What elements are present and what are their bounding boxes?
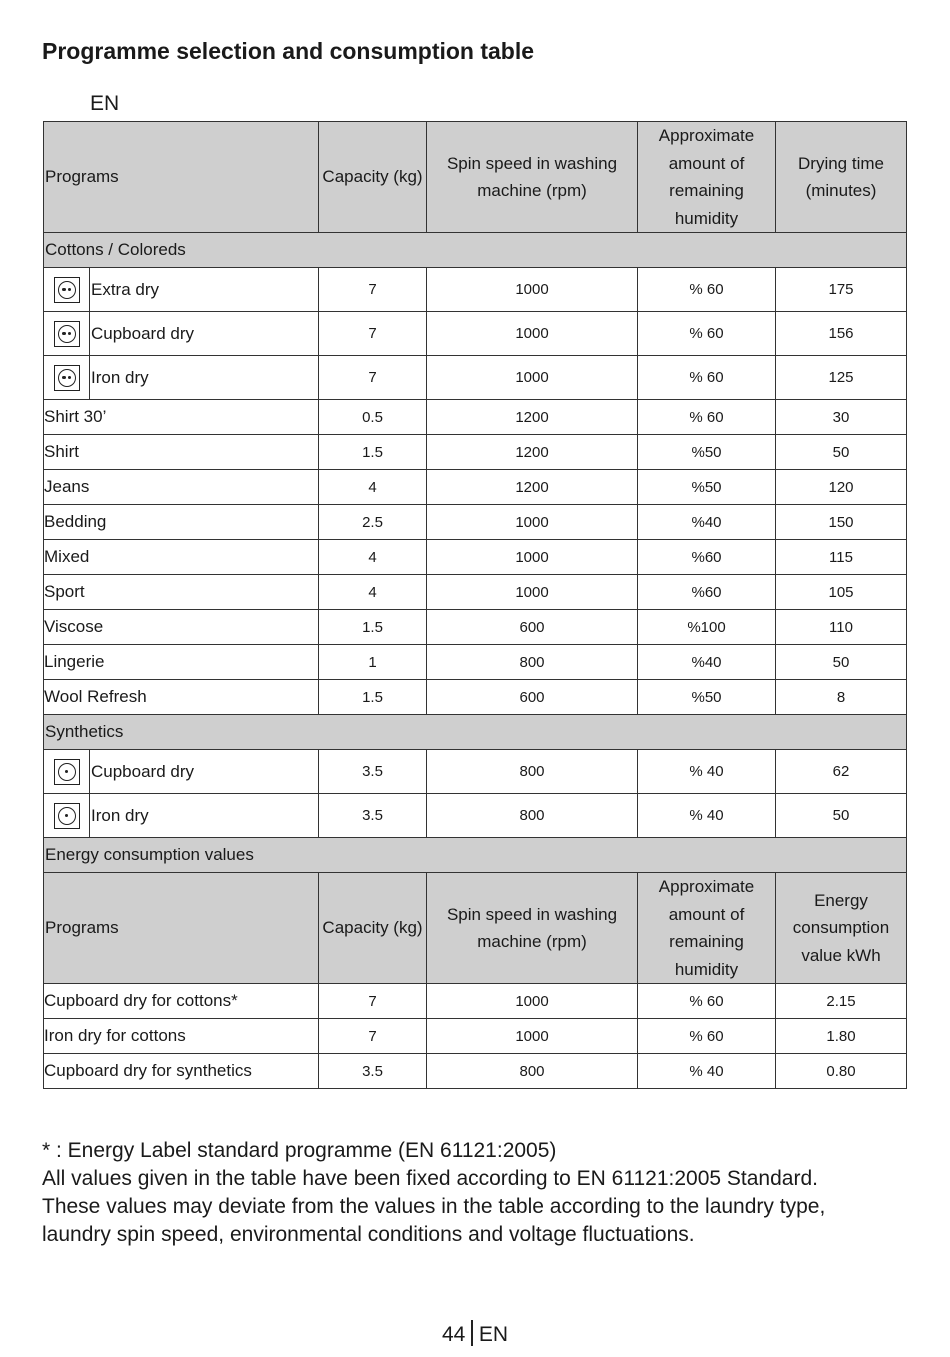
table-header-row — [44, 122, 907, 233]
table-row — [44, 794, 907, 838]
footer-lang: EN — [478, 1323, 509, 1346]
column-header: Programs — [44, 873, 319, 984]
table-row — [44, 356, 907, 400]
humidity-cell: %40 — [638, 645, 776, 680]
table-row — [44, 435, 907, 470]
dry-one-dot-icon — [54, 759, 80, 785]
footer-divider — [471, 1320, 473, 1346]
dry-one-dot-icon — [54, 803, 80, 829]
drying-time-cell: 50 — [776, 794, 907, 838]
spin-speed-cell: 1000 — [427, 1019, 638, 1054]
capacity-cell: 1.5 — [319, 680, 427, 715]
drying-time-cell: 50 — [776, 435, 907, 470]
spin-speed-cell: 1200 — [427, 400, 638, 435]
capacity-cell: 7 — [319, 268, 427, 312]
program-cell: Jeans — [44, 470, 319, 505]
program-cell — [44, 268, 319, 312]
program-cell — [44, 750, 319, 794]
drying-time-cell: 62 — [776, 750, 907, 794]
humidity-cell: %60 — [638, 540, 776, 575]
program-name: Extra dry — [91, 279, 160, 299]
program-cell: Bedding — [44, 505, 319, 540]
column-header: Spin speed in washing machine (rpm) — [427, 873, 638, 984]
table-row — [44, 575, 907, 610]
section-row — [44, 233, 907, 268]
capacity-cell: 7 — [319, 1019, 427, 1054]
program-name: Iron dry — [91, 367, 149, 387]
language-label: EN — [90, 92, 120, 115]
page-title: Programme selection and consumption table — [42, 38, 535, 64]
spin-speed-cell: 1000 — [427, 540, 638, 575]
capacity-cell: 4 — [319, 470, 427, 505]
capacity-cell: 3.5 — [319, 750, 427, 794]
spin-speed-cell: 1000 — [427, 575, 638, 610]
humidity-cell: % 40 — [638, 1054, 776, 1089]
section-label: Energy consumption values — [44, 838, 907, 873]
humidity-cell: % 60 — [638, 356, 776, 400]
program-name: Iron dry — [91, 805, 149, 825]
capacity-cell: 0.5 — [319, 400, 427, 435]
drying-time-cell: 156 — [776, 312, 907, 356]
table-row — [44, 312, 907, 356]
capacity-cell: 7 — [319, 984, 427, 1019]
humidity-cell: % 60 — [638, 312, 776, 356]
drying-time-cell: 115 — [776, 540, 907, 575]
energy-cell: 1.80 — [776, 1019, 907, 1054]
table-header-row — [44, 873, 907, 984]
drying-time-cell: 125 — [776, 356, 907, 400]
humidity-cell: % 40 — [638, 750, 776, 794]
table-row — [44, 1054, 907, 1089]
table-row — [44, 610, 907, 645]
program-cell: Shirt 30’ — [44, 400, 319, 435]
spin-speed-cell: 600 — [427, 610, 638, 645]
humidity-cell: %100 — [638, 610, 776, 645]
drying-time-cell: 150 — [776, 505, 907, 540]
program-name: Cupboard dry — [91, 761, 195, 781]
capacity-cell: 3.5 — [319, 1054, 427, 1089]
footnote-line: laundry spin speed, environmental conditions and voltage fluctuations. — [42, 1223, 695, 1246]
drying-time-cell: 110 — [776, 610, 907, 645]
humidity-cell: %50 — [638, 435, 776, 470]
dry-two-dots-icon — [54, 321, 80, 347]
program-cell: Iron dry for cottons — [44, 1019, 319, 1054]
spin-speed-cell: 600 — [427, 680, 638, 715]
humidity-cell: % 60 — [638, 268, 776, 312]
table-row — [44, 470, 907, 505]
page-number: 44 — [441, 1323, 466, 1346]
table-row — [44, 540, 907, 575]
section-label: Synthetics — [44, 715, 907, 750]
capacity-cell: 1.5 — [319, 435, 427, 470]
consumption-table — [43, 121, 907, 1089]
spin-speed-cell: 1000 — [427, 312, 638, 356]
humidity-cell: %50 — [638, 470, 776, 505]
capacity-cell: 7 — [319, 356, 427, 400]
table-row — [44, 750, 907, 794]
program-cell: Cupboard dry for synthetics — [44, 1054, 319, 1089]
drying-time-cell: 120 — [776, 470, 907, 505]
program-name: Cupboard dry — [91, 323, 195, 343]
footnotes — [42, 1137, 825, 1249]
capacity-cell: 1.5 — [319, 610, 427, 645]
footnote-line: These values may deviate from the values in the table according to the laundry type, — [42, 1195, 826, 1218]
program-cell: Mixed — [44, 540, 319, 575]
program-cell: Cupboard dry for cottons* — [44, 984, 319, 1019]
drying-time-cell: 105 — [776, 575, 907, 610]
drying-time-cell: 175 — [776, 268, 907, 312]
drying-time-cell: 50 — [776, 645, 907, 680]
column-header: Capacity (kg) — [319, 873, 427, 984]
spin-speed-cell: 800 — [427, 750, 638, 794]
column-header: Programs — [44, 122, 319, 233]
humidity-cell: %40 — [638, 505, 776, 540]
program-cell: Shirt — [44, 435, 319, 470]
table-row — [44, 1019, 907, 1054]
capacity-cell: 2.5 — [319, 505, 427, 540]
humidity-cell: % 40 — [638, 794, 776, 838]
program-cell: Lingerie — [44, 645, 319, 680]
humidity-cell: % 60 — [638, 400, 776, 435]
footnote-line: * : Energy Label standard programme (EN 61121:2005) — [42, 1139, 557, 1162]
program-cell: Viscose — [44, 610, 319, 645]
dry-two-dots-icon — [54, 365, 80, 391]
capacity-cell: 1 — [319, 645, 427, 680]
humidity-cell: % 60 — [638, 984, 776, 1019]
section-row — [44, 838, 907, 873]
humidity-cell: %60 — [638, 575, 776, 610]
spin-speed-cell: 1000 — [427, 505, 638, 540]
column-header: Approximate amount of remaining humidity — [638, 873, 776, 984]
capacity-cell: 4 — [319, 575, 427, 610]
spin-speed-cell: 1000 — [427, 268, 638, 312]
spin-speed-cell: 1200 — [427, 470, 638, 505]
capacity-cell: 7 — [319, 312, 427, 356]
energy-cell: 2.15 — [776, 984, 907, 1019]
spin-speed-cell: 1000 — [427, 984, 638, 1019]
column-header: Spin speed in washing machine (rpm) — [427, 122, 638, 233]
column-header: Approximate amount of remaining humidity — [638, 122, 776, 233]
table-row — [44, 400, 907, 435]
spin-speed-cell: 1000 — [427, 356, 638, 400]
program-cell: Wool Refresh — [44, 680, 319, 715]
spin-speed-cell: 800 — [427, 645, 638, 680]
table-row — [44, 645, 907, 680]
program-cell: Sport — [44, 575, 319, 610]
capacity-cell: 3.5 — [319, 794, 427, 838]
energy-cell: 0.80 — [776, 1054, 907, 1089]
spin-speed-cell: 1200 — [427, 435, 638, 470]
footnote-line: All values given in the table have been fixed according to EN 61121:2005 Standard. — [42, 1167, 818, 1190]
table-row — [44, 680, 907, 715]
spin-speed-cell: 800 — [427, 1054, 638, 1089]
table-row — [44, 268, 907, 312]
column-header: Energy consumption value kWh — [776, 873, 907, 984]
capacity-cell: 4 — [319, 540, 427, 575]
program-cell — [44, 312, 319, 356]
page-footer — [0, 1320, 950, 1347]
humidity-cell: %50 — [638, 680, 776, 715]
dry-two-dots-icon — [54, 277, 80, 303]
drying-time-cell: 30 — [776, 400, 907, 435]
column-header: Drying time (minutes) — [776, 122, 907, 233]
section-label: Cottons / Coloreds — [44, 233, 907, 268]
column-header: Capacity (kg) — [319, 122, 427, 233]
program-cell — [44, 794, 319, 838]
spin-speed-cell: 800 — [427, 794, 638, 838]
program-cell — [44, 356, 319, 400]
drying-time-cell: 8 — [776, 680, 907, 715]
table-row — [44, 505, 907, 540]
humidity-cell: % 60 — [638, 1019, 776, 1054]
section-row — [44, 715, 907, 750]
table-row — [44, 984, 907, 1019]
